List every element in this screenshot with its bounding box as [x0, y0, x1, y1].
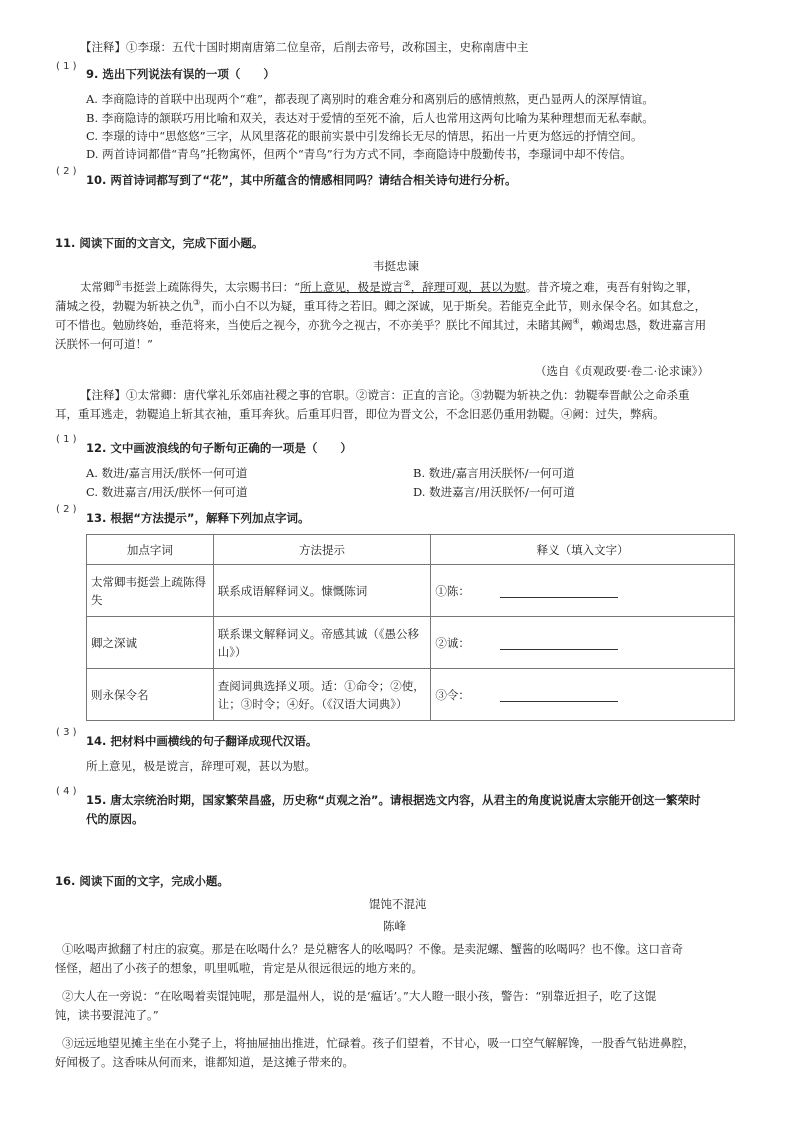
table-row — [87, 669, 735, 721]
answer-blank[interactable] — [500, 637, 618, 650]
header-word: 加点字词 — [87, 535, 214, 565]
sub-number-1: ( 1 ) — [56, 61, 77, 72]
table-cell-hint: 查阅词典选择义项。适：①命令；②使，让；③时令；④好。（《汉语大词典》） — [213, 669, 431, 721]
option-b: B. 李商隐诗的颔联巧用比喻和双关，表达对于爱情的至死不渝，后人也常用这两句比喻为某种理想而无私奉献。 — [86, 111, 654, 125]
option-a: A. 李商隐诗的首联中出现两个“难”，都表现了离别时的难舍难分和离别后的感情煎熬，更凸显两人的深厚情谊。 — [86, 92, 654, 106]
question-10-stem: 10. 两首诗词都写到了“花”，其中所蕴含的情感相同吗？请结合相关诗句进行分析。 — [86, 173, 517, 187]
table-cell-answer[interactable]: ②诚： — [431, 617, 735, 669]
table-row — [87, 565, 735, 617]
question-15-stem-2: 代的原因。 — [86, 812, 144, 826]
paragraph-2-line-1: ②大人在一旁说：“在吆喝着卖馄饨呢，那是温州人，说的是‘瘟话’。”大人瞪一眼小孩，警告：“别靠近担子，吃了这馄 — [62, 989, 657, 1003]
option-c: C. 数进嘉言/用沃/朕怀一何可道 — [86, 485, 248, 499]
paragraph-1-line-1: ①吆喝声掀翻了村庄的寂寞。那是在吆喝什么？是兑糖客人的吆喝吗？不像。是卖泥螺、蟹酱的吆喝吗？也不像。这口音奇 — [62, 942, 683, 956]
paragraph-1-line-2: 怪怪，超出了小孩子的想象，叽里呱啦，肯定是从很远很远的地方来的。 — [55, 961, 423, 975]
option-c: C. 李璟的诗中“思悠悠”三字，从风里落花的眼前实景中引发绵长无尽的情思，拓出一片更为悠远的抒情空间。 — [86, 129, 643, 143]
option-d: D. 两首诗词都借“青鸟”托物寓怀，但两个“青鸟”行为方式不同，李商隐诗中殷勤传书，李璟词中却不传信。 — [86, 147, 632, 161]
passage-line-3: 可不惜也。勉励终始，垂范将来，当使后之视今，亦犹今之视古，不亦美乎？朕比不闻其过，未睹其阙④，赖竭忠恳，数进嘉言用 — [55, 317, 707, 332]
table-cell-hint: 联系成语解释词义。慷慨陈词 — [213, 565, 431, 617]
answer-blank[interactable] — [500, 585, 618, 598]
note-q9: 【注释】①李璟：五代十国时期南唐第二位皇帝，后削去帝号，改称国主，史称南唐中主 — [80, 40, 529, 54]
article-author: 陈峰 — [383, 919, 406, 933]
passage-title: 韦挺忠谏 — [373, 259, 419, 273]
article-title: 馄饨不混沌 — [369, 897, 427, 911]
question-15-stem-1: 15. 唐太宗统治时期，国家繁荣昌盛，历史称“贞观之治”。请根据选文内容，从君主的角度说说唐太宗能开创这一繁荣时 — [86, 793, 701, 807]
question-11-intro: 11. 阅读下面的文言文，完成下面小题。 — [55, 236, 264, 250]
option-d: D. 数进嘉言/用沃朕怀/一何可道 — [413, 485, 575, 499]
sub-number-2b: ( 2 ) — [56, 504, 77, 515]
paragraph-2-line-2: 饨，读书要混沌了。” — [55, 1008, 159, 1022]
table-cell-word: 卿之深诚 — [87, 617, 214, 669]
answer-blank[interactable] — [500, 689, 618, 702]
table-cell-word: 太常卿韦挺尝上疏陈得失 — [87, 565, 214, 617]
sub-number-3: ( 3 ) — [56, 727, 77, 738]
passage-source: （选自《贞观政要·卷二·论求谏》） — [535, 364, 710, 378]
sub-number-2: ( 2 ) — [56, 166, 77, 177]
table-cell-answer[interactable]: ①陈： — [431, 565, 735, 617]
table-row — [87, 617, 735, 669]
table-cell-answer[interactable]: ③令： — [431, 669, 735, 721]
sub-number-1b: ( 1 ) — [56, 434, 77, 445]
note-line-1: 【注释】①太常卿：唐代掌礼乐郊庙社稷之事的官职。②谠言：正直的言论。③勃鞮为斩袂之仇：勃鞮奉晋献公之命杀重 — [80, 388, 690, 402]
question-14-sentence: 所上意见，极是谠言，辞理可观，甚以为慰。 — [86, 759, 316, 773]
question-9-stem: 9. 选出下列说法有误的一项（ ） — [86, 67, 275, 81]
table-cell-word: 则永保令名 — [87, 669, 214, 721]
table-cell-hint: 联系课文解释词义。帝感其诚（《愚公移山》） — [213, 617, 431, 669]
passage-line-1: 太常卿①韦挺尝上疏陈得失，太宗赐书曰：“所上意见，极是谠言②，辞理可观，甚以为慰。昔齐境之难，夷吾有射钩之罪， — [80, 279, 699, 294]
option-a: A. 数进/嘉言用沃/朕怀一何可道 — [86, 466, 248, 480]
question-13-stem: 13. 根据“方法提示”，解释下列加点字词。 — [86, 511, 310, 525]
note-line-2: 耳，重耳逃走，勃鞮追上斩其衣袖，重耳奔狄。后重耳归晋，即位为晋文公，不念旧恶仍重用勃鞮。④阙：过失，弊病。 — [55, 407, 665, 421]
table-header-row — [87, 535, 735, 565]
question-12-stem: 12. 文中画波浪线的句子断句正确的一项是（ ） — [86, 441, 352, 455]
passage-line-2: 蒲城之役，勃鞮为斩袂之仇③，而小白不以为疑，重耳待之若旧。卿之深诚，见于斯矣。若能克全此节，则永保令名。如其怠之， — [55, 298, 707, 313]
paragraph-3-line-2: 好闻极了。这香味从何而来，谁都知道，是这摊子带来的。 — [55, 1055, 354, 1069]
underlined-sentence: 所上意见，极是谠言②，辞理可观，甚以为慰 — [300, 279, 526, 294]
question-16-intro: 16. 阅读下面的文字，完成小题。 — [55, 874, 229, 888]
header-answer: 释义（填入文字） — [431, 535, 735, 565]
sub-number-4: ( 4 ) — [56, 786, 77, 797]
question-14-stem: 14. 把材料中画横线的句子翻译成现代汉语。 — [86, 734, 318, 748]
paragraph-3-line-1: ③远远地望见摊主坐在小凳子上，将抽屉抽出推进，忙碌着。孩子们望着，不甘心，吸一口空气解解馋，一股香气钻进鼻腔， — [62, 1036, 695, 1050]
passage-line-4: 沃朕怀一何可道！” — [55, 337, 153, 351]
header-hint: 方法提示 — [213, 535, 431, 565]
option-b: B. 数进/嘉言用沃朕怀/一何可道 — [413, 466, 575, 480]
method-table — [86, 534, 735, 721]
